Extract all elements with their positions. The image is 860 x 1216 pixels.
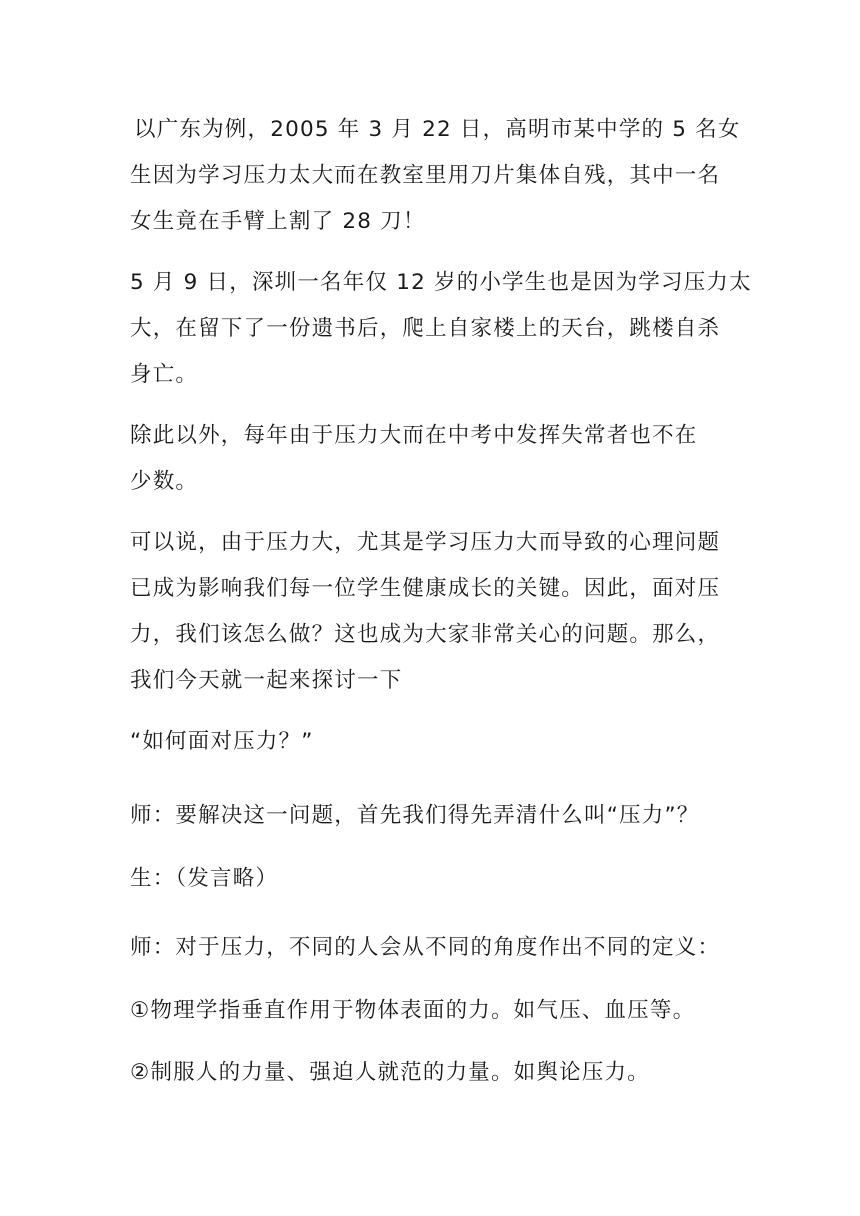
topic-title [130, 719, 730, 765]
text-line: 女生竟在手臂上割了 28 刀！ [130, 209, 426, 234]
text-line: 除此以外，每年由于压力大而在中考中发挥失常者也不在 [130, 423, 698, 448]
text-line: 以广东为例，2005 年 3 月 22 日，高明市某中学的 5 名女 [134, 117, 741, 142]
text-line: 我们今天就一起来探讨一下 [130, 668, 403, 693]
text-line: 师：要解决这一问题，首先我们得先弄清什么叫“压力”？ [130, 803, 700, 828]
text-line: “如何面对压力？” [130, 729, 314, 754]
teacher-question [130, 793, 730, 839]
definition-physics [130, 988, 730, 1034]
text-line: 5 月 9 日，深圳一名年仅 12 岁的小学生也是因为学习压力太 [130, 270, 752, 295]
teacher-definition-intro [130, 925, 730, 971]
definition-coercion [130, 1050, 730, 1096]
text-line: 可以说，由于压力大，尤其是学习压力大而导致的心理问题 [130, 530, 721, 555]
text-line: 师：对于压力，不同的人会从不同的角度作出不同的定义： [130, 935, 721, 960]
text-line: 生因为学习压力太大而在教室里用刀片集体自残，其中一名 [130, 163, 721, 188]
student-response [130, 856, 730, 902]
text-line: 力，我们该怎么做？这也成为大家非常关心的问题。那么， [130, 622, 721, 647]
text-line: 已成为影响我们每一位学生健康成长的关键。因此，面对压 [130, 576, 721, 601]
text-line: 少数。 [130, 469, 199, 494]
paragraph-introduction [130, 520, 730, 704]
text-line: ②制服人的力量、强迫人就范的力量。如舆论压力。 [130, 1060, 650, 1085]
text-line: 身亡。 [130, 362, 199, 387]
paragraph-guangdong-example [130, 107, 741, 245]
text-line: 生：（发言略） [130, 866, 279, 891]
text-line: ①物理学指垂直作用于物体表面的力。如气压、血压等。 [130, 998, 696, 1023]
text-line: 大，在留下了一份遗书后，爬上自家楼上的天台，跳楼自杀 [130, 316, 721, 341]
paragraph-shenzhen-example [130, 260, 752, 398]
paragraph-exam-example [130, 413, 730, 505]
